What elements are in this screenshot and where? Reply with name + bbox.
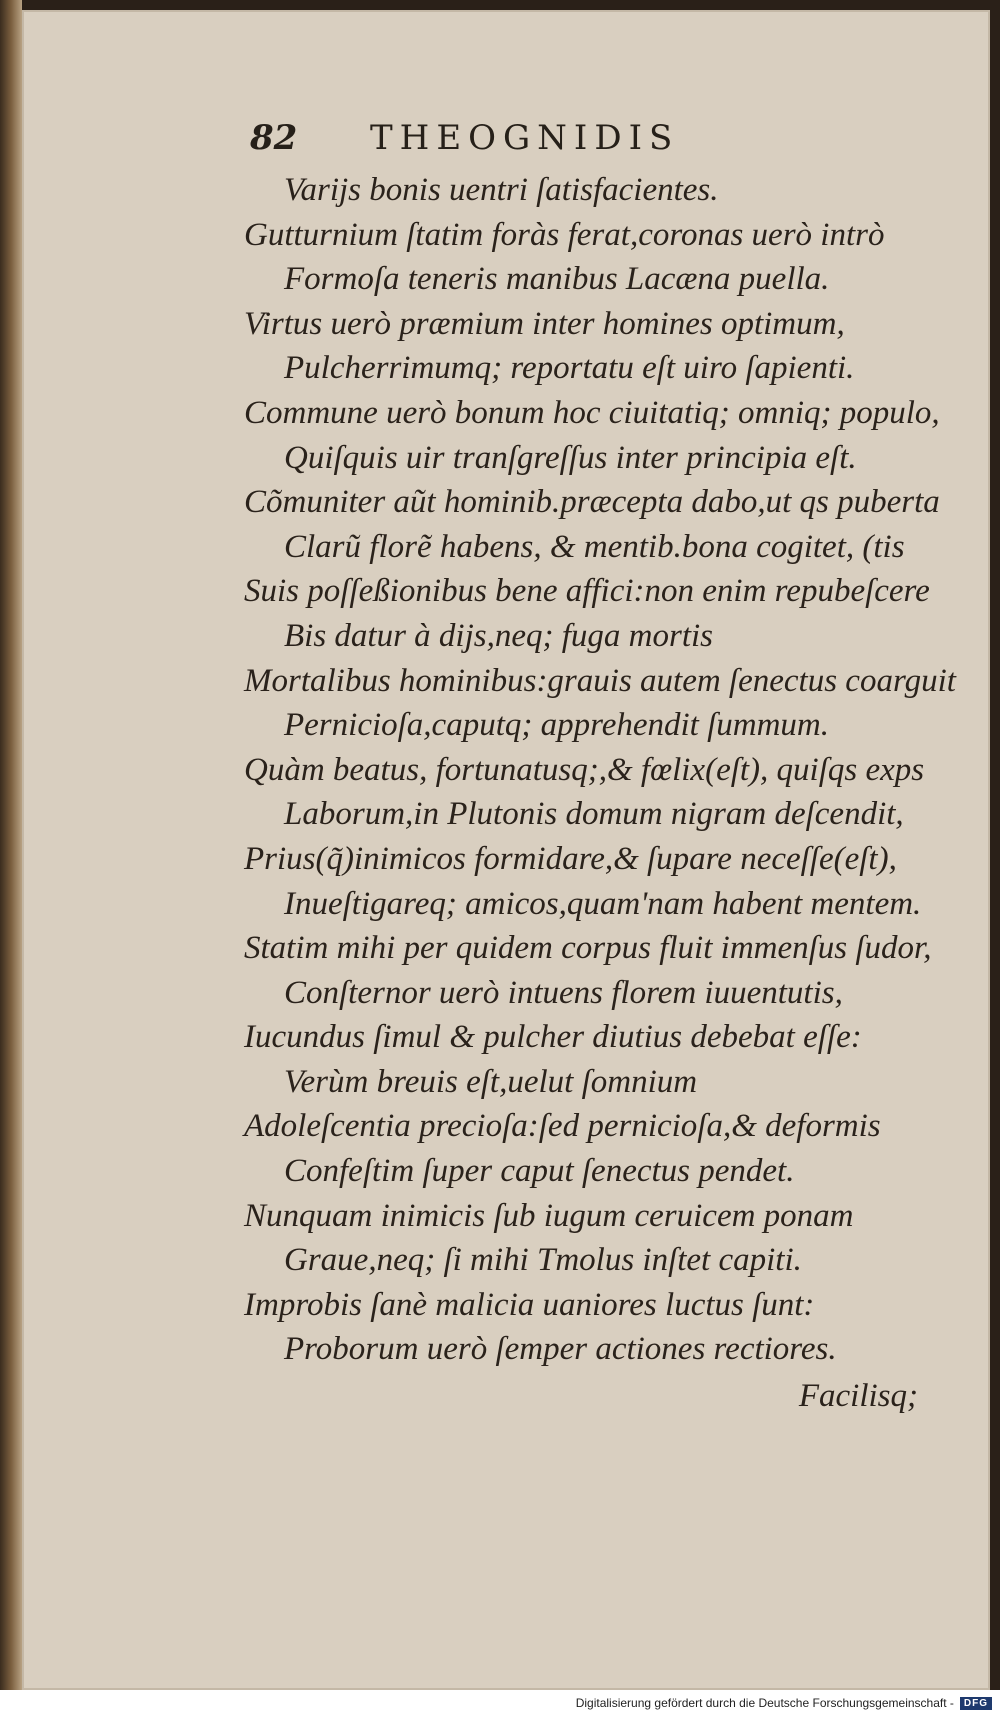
footer-credit: Digitalisierung gefördert durch die Deutsche Forschungsgemeinschaft -: [575, 1696, 954, 1710]
verse-line: Graue,neq; ſi mihi Tmolus inſtet capiti.: [284, 1242, 802, 1279]
verse-line: Quàm beatus, fortunatusq;,& fœlix(eſt), quiſqs exps: [244, 751, 925, 788]
verse-text: [244, 168, 974, 1372]
book-spine: [0, 0, 22, 1690]
verse-line: Suis poſſeßionibus bene affici:non enim repubeſcere: [244, 573, 930, 610]
verse-line: Statim mihi per quidem corpus fluit immenſus ſudor,: [244, 930, 932, 967]
verse-line: Commune uerò bonum hoc ciuitatiq; omniq; populo,: [244, 394, 940, 431]
verse-line: Proborum uerò ſemper actiones rectiores.: [284, 1331, 837, 1368]
catchword: Facilisq;: [798, 1378, 918, 1414]
funding-footer: [0, 1690, 1000, 1716]
page-header: [250, 118, 810, 158]
book-page: [22, 10, 990, 1690]
verse-line: Formoſa teneris manibus Lacæna puella.: [284, 261, 830, 298]
verse-line: Conſternor uerò intuens florem iuuentutis,: [284, 974, 843, 1011]
verse-line: Virtus uerò præmium inter homines optimum,: [244, 305, 845, 342]
verse-line: Clarũ florẽ habens, & mentib.bona cogitet, (tis: [284, 528, 905, 565]
verse-line: Bis datur à dijs,neq; fuga mortis: [284, 617, 714, 654]
verse-line: Improbis ſanè malicia uaniores luctus ſunt:: [244, 1286, 815, 1323]
verse-line: Gutturnium ſtatim foràs ferat,coronas uerò intrò: [244, 216, 885, 253]
verse-line: Pulcherrimumq; reportatu eſt uiro ſapienti.: [284, 350, 855, 387]
verse-line: Confeſtim ſuper caput ſenectus pendet.: [284, 1153, 795, 1190]
verse-line: Pernicioſa,caputq; apprehendit ſummum.: [284, 707, 830, 744]
dfg-logo-icon: DFG: [960, 1697, 992, 1710]
verse-line: Verùm breuis eſt,uelut ſomnium: [284, 1063, 698, 1100]
verse-line: Prius(q̃)inimicos formidare,& ſupare neceſſe(eſt),: [244, 840, 897, 877]
page-number: 82: [250, 118, 298, 158]
verse-line: Inueſtigareq; amicos,quam'nam habent mentem.: [284, 885, 922, 922]
verse-line: Adoleſcentia precioſa:ſed pernicioſa,& deformis: [244, 1108, 881, 1145]
verse-line: Varijs bonis uentri ſatisfacientes.: [284, 172, 719, 208]
verse-line: Laborum,in Plutonis domum nigram deſcendit,: [284, 796, 904, 833]
running-title: THEOGNIDIS: [369, 118, 680, 158]
verse-line: Quiſquis uir tranſgreſſus inter principia eſt.: [284, 439, 857, 476]
verse-line: Cõmuniter aũt hominib.præcepta dabo,ut qs puberta: [244, 484, 940, 521]
verse-line: Iucundus ſimul & pulcher diutius debebat eſſe:: [244, 1019, 862, 1056]
verse-line: Mortalibus hominibus:grauis autem ſenectus coarguit: [244, 662, 956, 699]
verse-line: Nunquam inimicis ſub iugum ceruicem ponam: [244, 1197, 854, 1234]
